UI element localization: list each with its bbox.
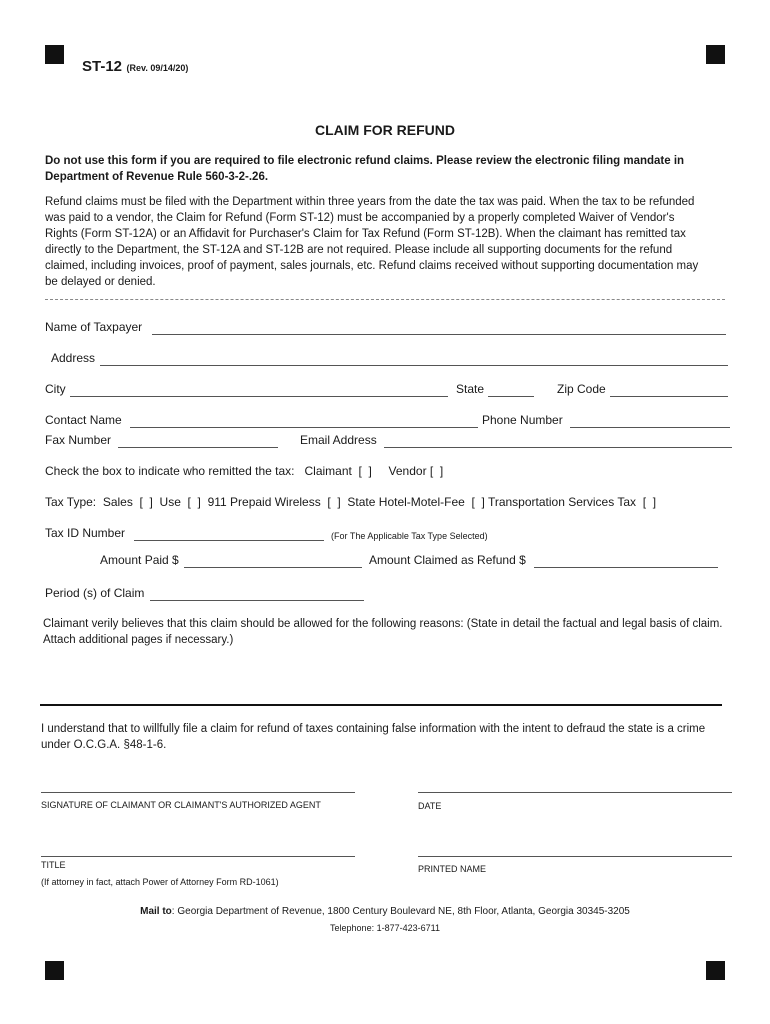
- telephone-line: Telephone: 1-877-423-6711: [330, 923, 440, 933]
- email-address-field[interactable]: [384, 447, 732, 448]
- tax-id-label: Tax ID Number: [45, 526, 126, 540]
- mail-to-label: Mail to: [140, 906, 172, 917]
- vendor-option-label: Vendor: [388, 464, 427, 478]
- reasons-field[interactable]: [40, 704, 722, 706]
- address-field[interactable]: [100, 365, 728, 366]
- claimant-signature-field[interactable]: [41, 792, 355, 793]
- fax-number-field[interactable]: [118, 447, 278, 448]
- amount-claimed-field[interactable]: [534, 567, 718, 568]
- use-option-label: Use: [159, 495, 181, 509]
- zip-code-field[interactable]: [610, 396, 728, 397]
- registration-mark-top-right: [706, 45, 725, 64]
- period-of-claim-field[interactable]: [150, 600, 364, 601]
- claimant-checkbox[interactable]: [ ]: [358, 464, 372, 478]
- phone-number-field[interactable]: [570, 427, 730, 428]
- name-of-taxpayer-label: Name of Taxpayer: [45, 320, 143, 334]
- contact-name-field[interactable]: [130, 427, 478, 428]
- contact-name-label: Contact Name: [45, 413, 122, 427]
- remitter-prompt: Check the box to indicate who remitted the tax:: [45, 464, 295, 478]
- claimant-signature-label: SIGNATURE OF CLAIMANT OR CLAIMANT'S AUTHORIZED AGENT: [41, 800, 321, 810]
- tax-id-note: (For The Applicable Tax Type Selected): [331, 531, 488, 541]
- printed-name-field[interactable]: [418, 856, 732, 857]
- reasons-instructions: Claimant verily believes that this claim should be allowed for the following reasons: (State in detail the factual and legal basis of claim. Attach additional pages if necessary.): [43, 618, 723, 646]
- state-field[interactable]: [488, 396, 534, 397]
- form-code: ST-12: [82, 58, 123, 75]
- remitter-row: [45, 464, 443, 478]
- amount-paid-label: Amount Paid $: [100, 553, 179, 567]
- form-revision: (Rev. 09/14/20): [126, 63, 189, 73]
- mandate-notice: Do not use this form if you are required to file electronic refund claims. Please review the electronic filing mandate in Department of Revenue Rule 560-3-2-.26.: [45, 155, 685, 183]
- sales-checkbox[interactable]: [ ]: [139, 495, 153, 509]
- amount-paid-field[interactable]: [184, 567, 362, 568]
- declaration-text: I understand that to willfully file a claim for refund of taxes containing false information with the intent to defraud the state is a crime under O.C.G.A. §48-1-6.: [41, 723, 706, 751]
- state-label: State: [456, 382, 485, 396]
- instructions-paragraph: Refund claims must be filed with the Department within three years from the date the tax was paid. When the tax to be refunded was paid to a vendor, the Claim for Refund (Form ST-12) must be accompanied by a properly completed Waiver of Vendor's Rights (Form ST-12A) or an Affidavit for Purchaser's Claim for Tax Refund (Form ST-12B). When the claimant has remitted tax directly to the Department, the ST-12A and ST-12B are not required. Please include all supporting documents for the refund claimed, including invoices, proof of payment, sales journals, etc. Refund claims received without supporting documentation may be delayed or denied.: [45, 196, 699, 288]
- sales-option-label: Sales: [102, 495, 133, 509]
- tax-type-row: [45, 495, 656, 509]
- transportation-checkbox[interactable]: [ ]: [642, 495, 657, 509]
- city-field[interactable]: [70, 396, 448, 397]
- fax-number-label: Fax Number: [45, 433, 112, 447]
- city-label: City: [45, 382, 66, 396]
- tax-id-field[interactable]: [134, 540, 324, 541]
- registration-mark-top-left: [45, 45, 64, 64]
- registration-mark-bottom-right: [706, 961, 725, 980]
- title-field[interactable]: [41, 856, 355, 857]
- amount-claimed-label: Amount Claimed as Refund $: [369, 553, 526, 567]
- tax-type-label: Tax Type:: [45, 495, 97, 509]
- title-label: TITLE: [41, 860, 66, 870]
- registration-mark-bottom-left: [45, 961, 64, 980]
- name-of-taxpayer-field[interactable]: [152, 334, 726, 335]
- section-divider: [45, 299, 725, 300]
- date-field[interactable]: [418, 792, 732, 793]
- form-header: [82, 58, 188, 76]
- vendor-checkbox[interactable]: [ ]: [429, 464, 444, 478]
- zip-code-label: Zip Code: [557, 382, 606, 396]
- claimant-option-label: Claimant: [304, 464, 352, 478]
- mail-to-line: [0, 906, 770, 917]
- prepaid-wireless-checkbox[interactable]: [ ]: [327, 495, 341, 509]
- address-label: Address: [51, 351, 96, 365]
- transportation-option-label: Transportation Services Tax: [487, 495, 637, 509]
- email-address-label: Email Address: [300, 433, 377, 447]
- form-title: CLAIM FOR REFUND: [315, 122, 455, 138]
- prepaid-wireless-option-label: 911 Prepaid Wireless: [207, 495, 321, 509]
- period-of-claim-label: Period (s) of Claim: [45, 586, 145, 600]
- hotel-motel-checkbox[interactable]: [ ]: [471, 495, 485, 509]
- phone-number-label: Phone Number: [482, 413, 563, 427]
- hotel-motel-option-label: State Hotel-Motel-Fee: [347, 495, 465, 509]
- use-checkbox[interactable]: [ ]: [187, 495, 201, 509]
- printed-name-label: PRINTED NAME: [418, 864, 487, 874]
- mail-to-address: : Georgia Department of Revenue, 1800 Century Boulevard NE, 8th Floor, Atlanta, Georgia 30345-3205: [171, 906, 630, 917]
- title-note: (If attorney in fact, attach Power of Attorney Form RD-1061): [41, 877, 279, 887]
- date-label: DATE: [418, 801, 442, 811]
